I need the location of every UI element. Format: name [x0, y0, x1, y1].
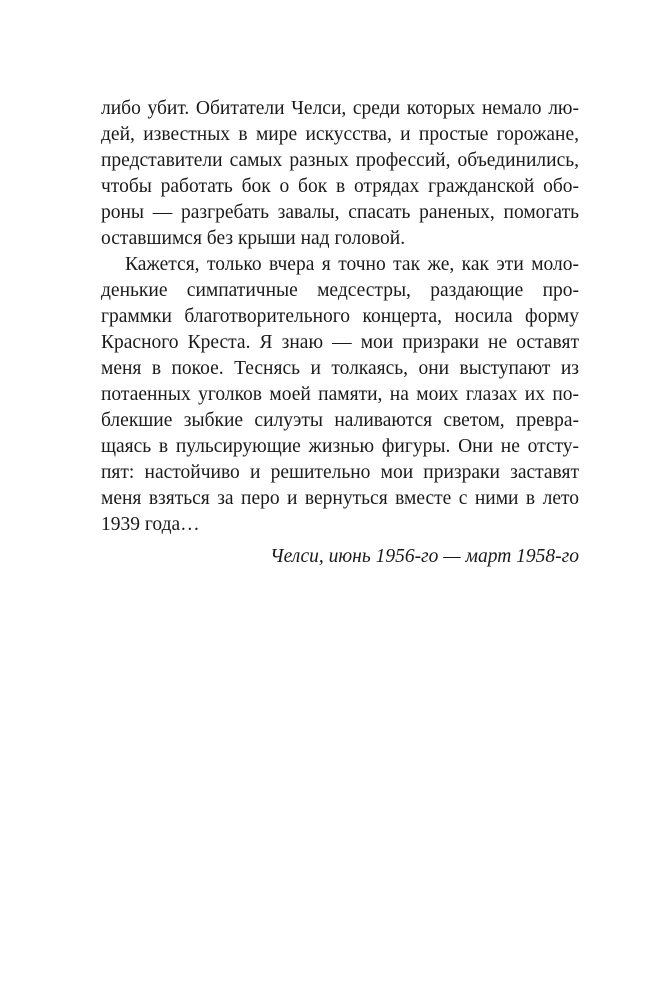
text-line: Кажется, только вчера я точно так же, как эти моло- [125, 254, 579, 275]
text-line: дей, известных в мире искусства, и простые горожане, [101, 124, 579, 145]
text-line: представители самых разных профессий, объединились, [101, 150, 579, 171]
text-line: меня взяться за перо и вернуться вместе с ними в лето [101, 488, 579, 509]
place-date-signature: Челси, июнь 1956-го — март 1958-го [270, 546, 579, 567]
text-line: денькие симпатичные медсестры, раздающие про- [101, 280, 579, 301]
text-line: пят: настойчиво и решительно мои призраки заставят [101, 462, 579, 483]
text-line: роны — разгребать завалы, спасать раненых, помогать [101, 202, 579, 223]
text-line: 1939 года… [101, 514, 200, 535]
text-line: меня в покое. Теснясь и толкаясь, они выступают из [101, 358, 579, 379]
paragraph-1 [101, 96, 579, 252]
text-line: щаясь в пульсирующие жизнью фигуры. Они не отсту- [101, 436, 579, 457]
page-text-block [101, 96, 579, 570]
text-line: Красного Креста. Я знаю — мои призраки не оставят [101, 332, 579, 353]
text-line: потаенных уголков моей памяти, на моих глазах их по- [101, 384, 579, 405]
text-line: либо убит. Обитатели Челси, среди которых немало лю- [101, 98, 579, 119]
paragraph-2 [101, 252, 579, 538]
text-line: чтобы работать бок о бок в отрядах гражданской обо- [101, 176, 579, 197]
text-line: оставшимся без крыши над головой. [101, 228, 406, 249]
text-line: блекшие зыбкие силуэты наливаются светом, превра- [101, 410, 579, 431]
text-line: граммки благотворительного концерта, носила форму [101, 306, 579, 327]
